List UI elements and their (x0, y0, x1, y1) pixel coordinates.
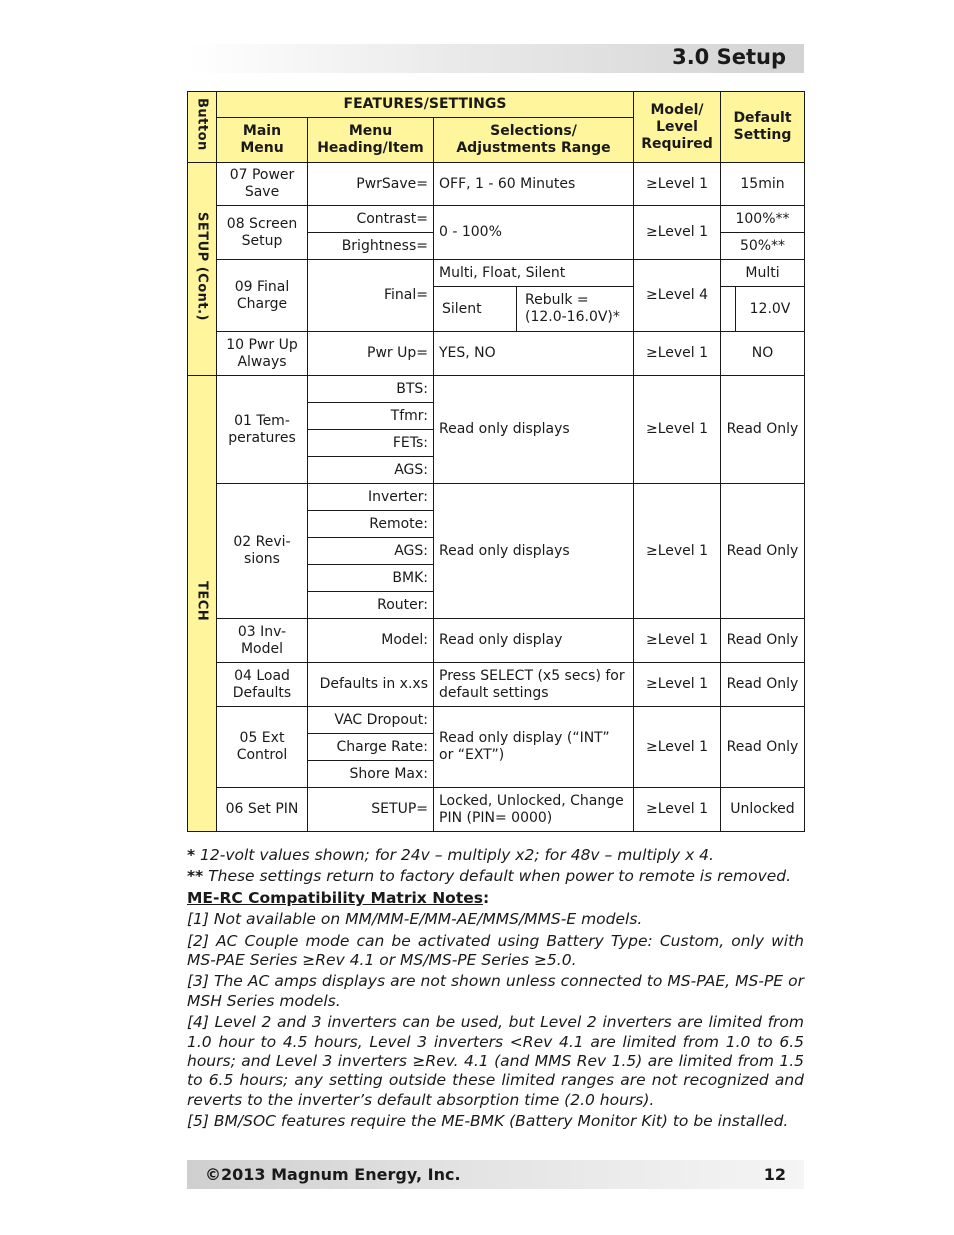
menu-item-cell: BMK: (308, 565, 434, 592)
table-row (188, 260, 805, 287)
section-header-bar (187, 44, 804, 73)
compat-note-2: [2] AC Couple mode can be activated using Battery Type: Custom, only with MS-PAE Series ≥Rev 4.1 or MS/MS-PE Series ≥5.0. (187, 931, 804, 970)
menu-heading-header: Menu Heading/Item (308, 118, 434, 163)
compat-notes-heading: ME-RC Compatibility Matrix Notes: (187, 888, 490, 907)
table-row (188, 484, 805, 511)
table-row (188, 619, 805, 663)
level-cell: ≥Level 1 (634, 484, 721, 619)
main-menu-cell: 05 Ext Control (217, 707, 308, 788)
menu-item-cell: PwrSave= (308, 163, 434, 206)
selection-cell: Multi, Float, Silent (434, 260, 634, 287)
menu-item-cell: Pwr Up= (308, 332, 434, 376)
table-row (188, 163, 805, 206)
selection-cell: YES, NO (434, 332, 634, 376)
selection-cell: Read only display (434, 619, 634, 663)
selection-split-cell (434, 287, 634, 332)
menu-item-cell: Shore Max: (308, 761, 434, 788)
menu-item-cell: SETUP= (308, 788, 434, 832)
main-menu-cell: 07 Power Save (217, 163, 308, 206)
setup-group-label: SETUP (Cont.) (188, 163, 217, 376)
default-cell: Read Only (721, 619, 805, 663)
selection-cell: Rebulk = (12.0-16.0V)* (525, 292, 620, 325)
main-menu-cell: 03 Inv-Model (217, 619, 308, 663)
main-menu-cell: 09 Final Charge (217, 260, 308, 332)
level-cell: ≥Level 1 (634, 206, 721, 260)
main-menu-header: Main Menu (217, 118, 308, 163)
page-footer (187, 1160, 804, 1189)
main-menu-cell: 08 Screen Setup (217, 206, 308, 260)
table-row (188, 788, 805, 832)
default-cell: Unlocked (721, 788, 805, 832)
selections-header: Selections/ Adjustments Range (434, 118, 634, 163)
selection-cell: Read only display (“INT” or “EXT”) (434, 707, 634, 788)
table-row (188, 332, 805, 376)
menu-item-cell: Model: (308, 619, 434, 663)
selection-cell: Locked, Unlocked, Change PIN (PIN= 0000) (434, 788, 634, 832)
table-row (188, 707, 805, 734)
default-cell: 50%** (721, 233, 805, 260)
default-cell: 100%** (721, 206, 805, 233)
section-title: 3.0 Setup (672, 45, 786, 69)
default-cell: Read Only (721, 484, 805, 619)
default-cell: 15min (721, 163, 805, 206)
default-cell: 12.0V (749, 300, 791, 317)
level-cell: ≥Level 1 (634, 788, 721, 832)
menu-item-cell: Inverter: (308, 484, 434, 511)
level-cell: ≥Level 4 (634, 260, 721, 332)
button-column-header: Button (188, 92, 217, 163)
default-cell: Read Only (721, 376, 805, 484)
menu-item-cell: Contrast= (308, 206, 434, 233)
default-cell: Multi (721, 260, 805, 287)
footnotes (187, 846, 804, 1134)
menu-item-cell: Defaults in x.xs (308, 663, 434, 707)
selection-cell: OFF, 1 - 60 Minutes (434, 163, 634, 206)
main-menu-cell: 02 Revi-sions (217, 484, 308, 619)
default-setting-header: Default Setting (721, 92, 805, 163)
model-level-header: Model/ Level Required (634, 92, 721, 163)
compat-note-5: [5] BM/SOC features require the ME-BMK (Battery Monitor Kit) to be installed. (187, 1112, 789, 1131)
menu-item-cell: BTS: (308, 376, 434, 403)
main-menu-cell: 01 Tem-peratures (217, 376, 308, 484)
main-menu-cell: 06 Set PIN (217, 788, 308, 832)
main-menu-cell: 10 Pwr Up Always (217, 332, 308, 376)
default-cell: NO (721, 332, 805, 376)
footnote-12v: * 12-volt values shown; for 24v – multiply x2; for 48v – multiply x 4. (187, 846, 714, 864)
settings-matrix-table (187, 91, 805, 832)
footnote-factory-default: ** These settings return to factory default when power to remote is removed. (187, 867, 792, 886)
menu-item-cell: Router: (308, 592, 434, 619)
table-row (188, 663, 805, 707)
page-number: 12 (763, 1165, 786, 1184)
level-cell: ≥Level 1 (634, 376, 721, 484)
menu-item-cell: AGS: (308, 457, 434, 484)
tech-group-label: TECH (188, 376, 217, 832)
level-cell: ≥Level 1 (634, 619, 721, 663)
menu-item-cell: Brightness= (308, 233, 434, 260)
level-cell: ≥Level 1 (634, 332, 721, 376)
menu-item-cell: Final= (308, 260, 434, 332)
features-settings-header: FEATURES/SETTINGS (217, 92, 634, 118)
compat-note-3: [3] The AC amps displays are not shown unless connected to MS-PAE, MS-PE or MSH Series models. (187, 972, 804, 1010)
menu-item-cell: Remote: (308, 511, 434, 538)
table-row (188, 376, 805, 403)
default-cell: Read Only (721, 707, 805, 788)
menu-item-cell: FETs: (308, 430, 434, 457)
default-split-cell (721, 287, 805, 332)
selection-cell: Read only displays (434, 484, 634, 619)
main-menu-cell: 04 Load Defaults (217, 663, 308, 707)
level-cell: ≥Level 1 (634, 663, 721, 707)
level-cell: ≥Level 1 (634, 707, 721, 788)
level-cell: ≥Level 1 (634, 163, 721, 206)
compat-note-1: [1] Not available on MM/MM-E/MM-AE/MMS/MMS-E models. (187, 910, 643, 929)
menu-item-cell: Tfmr: (308, 403, 434, 430)
menu-item-cell: Charge Rate: (308, 734, 434, 761)
selection-cell: Silent (434, 287, 517, 331)
menu-item-cell: AGS: (308, 538, 434, 565)
table-row (188, 206, 805, 233)
selection-cell: Press SELECT (x5 secs) for default settings (434, 663, 634, 707)
copyright-text: ©2013 Magnum Energy, Inc. (205, 1165, 461, 1184)
default-cell: Read Only (721, 663, 805, 707)
compat-note-4: [4] Level 2 and 3 inverters can be used, but Level 2 inverters are limited from 1.0 hour to 4.5 hours, Level 3 inverters <Rev 4.1 are limited from 1.0 to 6.5 hours; and Level 3 inverters ≥Rev. 4.1 (and MMS Rev 1.5) are limited from 1.5 to 6.5 hours; any setting outside these limited ranges are not recognized and reverts to the inverter’s default absorption time (2.0 hours). (187, 1013, 804, 1109)
selection-cell: Read only displays (434, 376, 634, 484)
menu-item-cell: VAC Dropout: (308, 707, 434, 734)
selection-cell: 0 - 100% (434, 206, 634, 260)
